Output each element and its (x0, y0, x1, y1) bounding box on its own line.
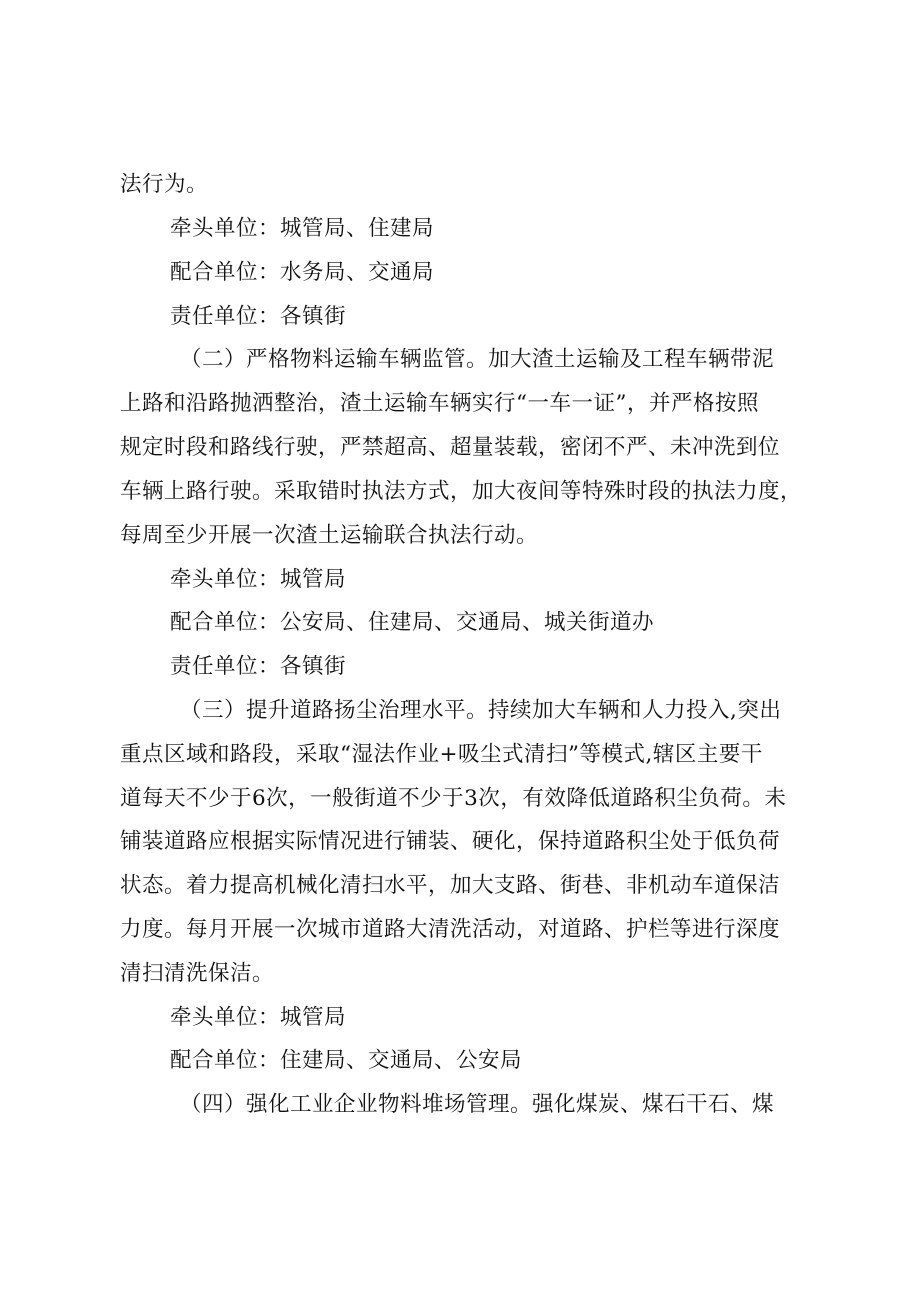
cooperating-unit-line: 配合单位：公安局、住建局、交通局、城关街道办 (170, 610, 655, 635)
section-heading-3: （三）提升道路扬尘治理水平。持续加大车辆和人力投入,突出 (180, 698, 782, 723)
text-line: 铺装道路应根据实际情况进行铺装、硬化，保持道路积尘处于低负荷 (120, 829, 781, 854)
text-line: 上路和沿路抛洒整治，渣土运输车辆实行“一车一证”，并严格按照 (120, 391, 759, 416)
responsible-unit-line: 责任单位：各镇街 (170, 304, 347, 329)
text-line: 道每天不少于6次，一般街道不少于3次，有效降低道路积尘负荷。未 (120, 786, 787, 811)
lead-unit-line: 牵头单位：城管局 (170, 1005, 347, 1030)
section-heading-2: （二）严格物料运输车辆监管。加大渣土运输及工程车辆带泥 (180, 347, 775, 372)
text-line: 车辆上路行驶。采取错时执法方式，加大夜间等特殊时段的执法力度， (120, 479, 803, 504)
text-line: 每周至少开展一次渣土运输联合执法行动。 (120, 523, 539, 548)
text-line: 规定时段和路线行驶，严禁超高、超量装载，密闭不严、未冲洗到位 (120, 435, 781, 460)
cooperating-unit-line: 配合单位：住建局、交通局、公安局 (170, 1048, 523, 1073)
section-heading-4: （四）强化工业企业物料堆场管理。强化煤炭、煤石干石、煤 (180, 1092, 775, 1117)
text-line: 力度。每月开展一次城市道路大清洗活动，对道路、护栏等进行深度 (120, 917, 781, 942)
lead-unit-line: 牵头单位：城管局 (170, 567, 347, 592)
text-line: 清扫清洗保洁。 (120, 961, 275, 986)
text-line: 状态。着力提高机械化清扫水平，加大支路、街巷、非机动车道保洁 (120, 873, 781, 898)
responsible-unit-line: 责任单位：各镇街 (170, 654, 347, 679)
lead-unit-line: 牵头单位：城管局、住建局 (170, 216, 435, 241)
text-line: 重点区域和路段，采取“湿法作业+吸尘式清扫”等模式,辖区主要干 (120, 742, 763, 767)
cooperating-unit-line: 配合单位：水务局、交通局 (170, 260, 435, 285)
text-line: 法行为。 (120, 172, 209, 197)
